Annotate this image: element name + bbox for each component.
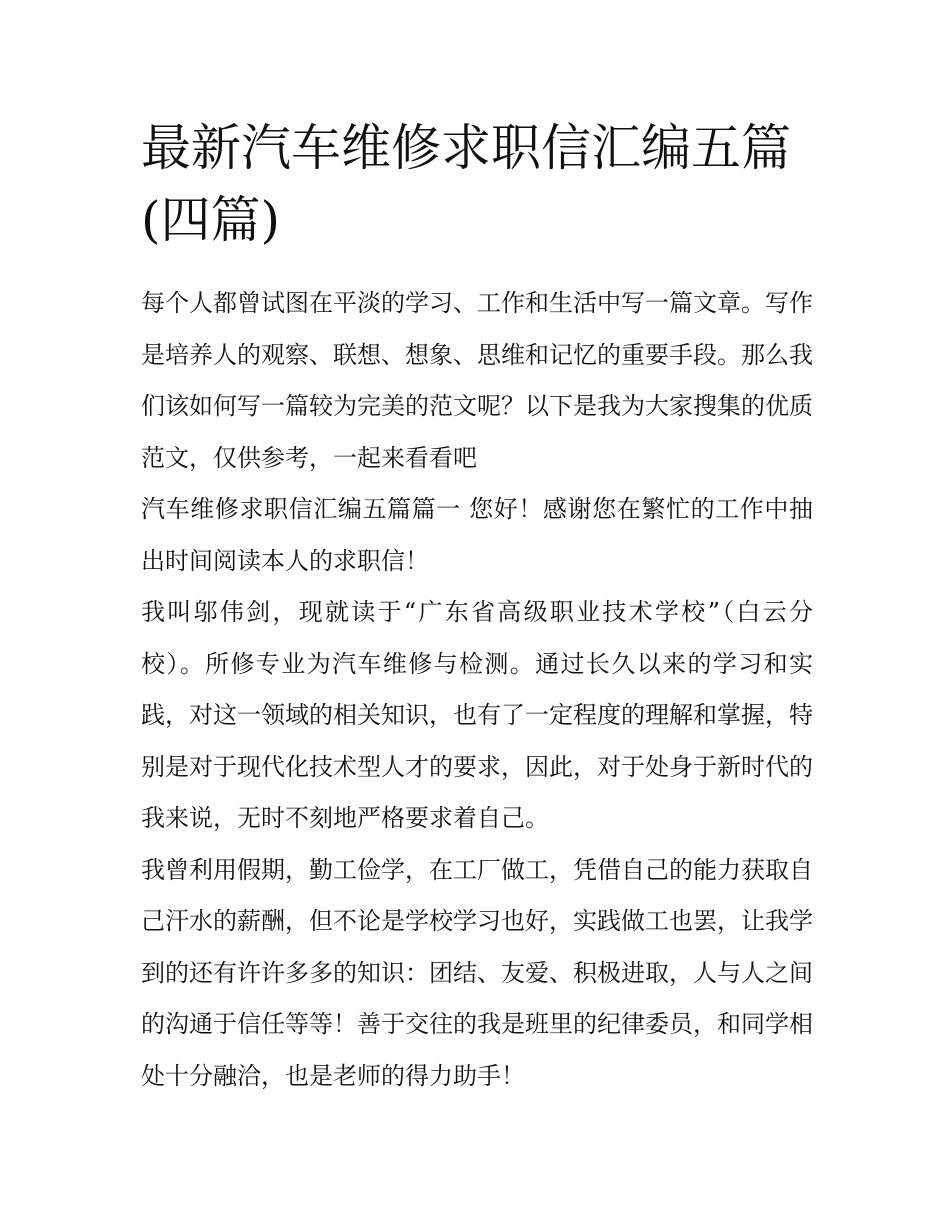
intro-paragraph: 每个人都曾试图在平淡的学习、工作和生活中写一篇文章。写作是培养人的观察、联想、想象、思维和记忆的重要手段。那么我们该如何写一篇较为完美的范文呢？以下是我为大家搜集的优质范文，仅供参考，一起来看看吧 xyxy=(141,289,813,472)
greeting-paragraph: 汽车维修求职信汇编五篇篇一 您好！感谢您在繁忙的工作中抽出时间阅读本人的求职信！ xyxy=(141,495,813,575)
document-title: 最新汽车维修求职信汇编五篇(四篇) xyxy=(141,119,791,249)
document-page xyxy=(141,112,813,1102)
experience-paragraph: 我曾利用假期，勤工俭学，在工厂做工，凭借自己的能力获取自己汗水的薪酬，但不论是学校学习也好，实践做工也罢，让我学到的还有许许多多的知识：团结、友爱、积极进取，人与人之间的沟通于信任等等！善于交往的我是班里的纪律委员，和同学相处十分融洽，也是老师的得力助手！ xyxy=(141,855,813,1090)
self-introduction-paragraph: 我叫邬伟剑，现就读于“广东省高级职业技术学校”（白云分校）。所修专业为汽车维修与检测。通过长久以来的学习和实践，对这一领域的相关知识，也有了一定程度的理解和掌握，特别是对于现代化技术型人才的要求，因此，对于处身于新时代的我来说，无时不刻地严格要求着自己。 xyxy=(141,598,813,832)
